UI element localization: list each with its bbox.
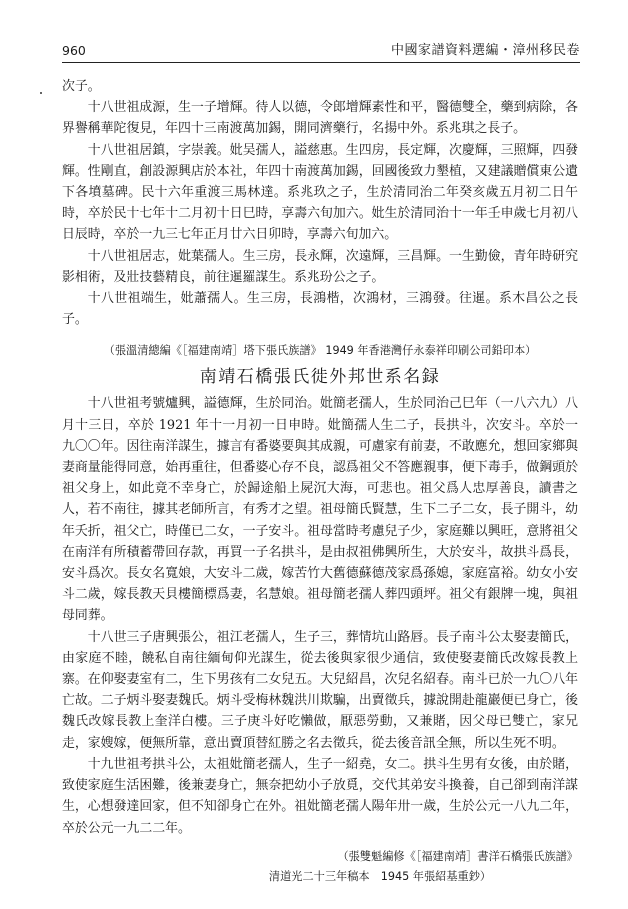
section-title: 南靖石橋張氏徙外邦世系名録 <box>199 367 441 388</box>
paragraph: 十八世祖端生，妣蕭孺人。生三房，長鴻楷，次鴻材，三鴻發。往暹。系木昌公之長子。 <box>62 291 578 328</box>
paragraph: 次子。 <box>62 79 101 94</box>
source-citation-bottom <box>62 847 578 887</box>
source-citation: （張溫清總編《［福建南靖］塔下張氏族譜》 1949 年香港灣仔永泰祥印刷公司鉛印本） <box>103 344 537 358</box>
running-title: 中國家譜資料選編・漳州移民卷 <box>390 43 580 58</box>
paragraph: 十八世祖居志，妣葉孺人。生三房，長永輝，次遠輝，三昌輝。一生勤儉，青年時研究影相術，及壯技藝精良，前往暹羅謀生。系兆玢公之子。 <box>62 248 578 285</box>
paragraph: 十八世祖居鎮，字崇義。妣吴孺人，謚慈惠。生四房，長定輝，次慶輝，三照輝，四發輝。性剛直，創設源興店於本社，年四十南渡萬加錫，回國後致力墾植，又建議贈償東公遺下各墳墓碑。民十六年重渡三馬林達。系兆玖之子，生於清同治二年癸亥歲五月初二日午時，卒於民十七年十二月初十日巳時，享壽六旬加六。妣生於清同治十一年壬申歲七月初八日辰時，卒於一九三七年正月廿六日卯時，享壽六旬加六。 <box>62 142 578 243</box>
page-number: 960 <box>62 43 86 58</box>
source-citation-line2: 清道光二十三年稿本 1945 年張紹基重鈔） <box>268 869 492 883</box>
paragraph: 十八世祖考號爐興，謚德輝，生於同治。妣簡老孺人，生於同治己巳年（一八六九）八月十三日，卒於 1921 年十一月初一日申時。妣簡孺人生二子，長拱斗，次安斗。卒於一九〇〇年。因往南洋謀生，據言有番婆要與其成親，可慮家有前妻，不敢應允，想回家鄉與妻商量能得同意，始再重往，但番婆心存不良，認爲祖父不答應親事，便下毒手，做鋼頭於祖父身上，如此竟不幸身亡，於歸途船上屍沉大海，可悲也。祖父爲人忠厚善良，讀書之人，若不南往，據其老師所言，有秀才之望。祖母簡氏賢慧，生下二子二女，長子開斗，幼年夭折，祖父亡，時僅已二女，一子安斗。祖母當時考慮兒子少，家庭難以興旺，意將祖父在南洋有所積蓄帶回存款，再買一子名拱斗，是由叔祖佛興所生，大於安斗，故拱斗爲長，安斗爲次。長女名寬娘，大安斗二歲，嫁苦竹大舊德蘇德茂家爲孫媳，家庭富裕。幼女小安斗二歲，嫁長教天貝樓簡標爲妻，名慧娘。祖母簡老孺人葬四頭坪。祖父有銀牌一塊，與祖母同葬。 <box>62 396 578 624</box>
page-header <box>62 36 580 63</box>
paragraph: 十八世三子唐興張公，祖江老孺人，生子三，葬情坑山路唇。長子南斗公太娶妻簡氏，由家庭不睦，饒私自南往緬甸仰光謀生，從去後與家很少通信，致使娶妻簡氏改嫁長教上寨。在仰娶妻室有二，生下男孩有二女兒五。大兒紹昌，次兒名紹春。南斗已於一九〇八年亡故。二子炳斗娶妻魏氏。炳斗受梅林魏洪川欺騙，出賣徵兵，據說開赴龍巖便已身亡，後魏氏改嫁長教上奎洋白樓。三子庚斗好吃懶做，厭惡勞動，又兼賭，因父母已雙亡，家兄走，家嫂嫁，便無所靠，意出賣頂替紅勝之名去徵兵，從去後音訊全無，所以生死不明。 <box>62 629 578 751</box>
source-citation-line1: （張雙魁編修《［福建南靖］書洋石橋張氏族譜》 <box>337 849 578 863</box>
page-body <box>62 76 578 887</box>
margin-mark <box>40 92 42 94</box>
paragraph: 十九世祖考拱斗公，太祖妣簡老孺人，生子一紹堯，女二。拱斗生男有女後，由於賭，致使家庭生活困難，後兼妻身亡，無奈把幼小子放覓，交代其弟安斗換養，自己卻到南洋謀生，心想發達回家，但不知卻身亡在外。祖妣簡老孺人陽年卅一歲，生於公元一八九二年，卒於公元一九二二年。 <box>62 756 578 836</box>
paragraph: 十八世祖成源，生一子增輝。待人以德，令郎增輝素性和平，醫德雙全，藥到病除，各界譽稱華陀復見，年四十三南渡萬加錫，開同濟藥行，名揚中外。系兆琪之長子。 <box>62 100 578 137</box>
